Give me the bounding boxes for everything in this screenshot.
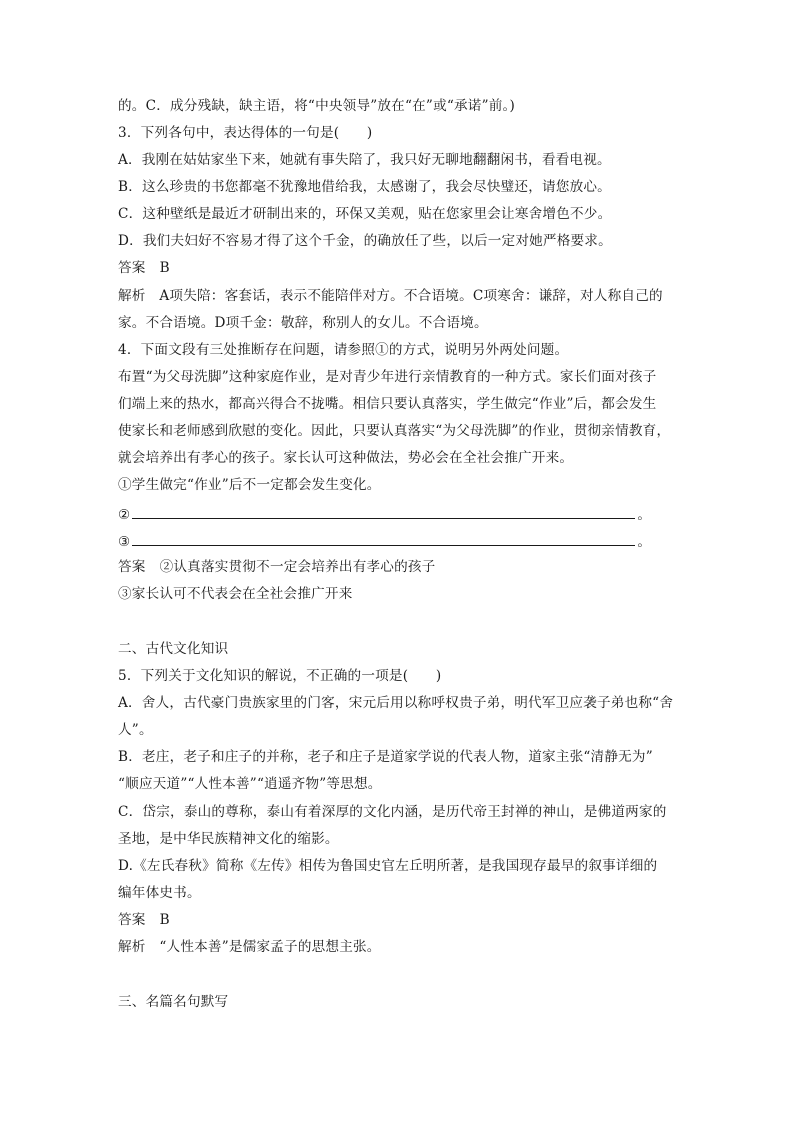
question-5: 5．下列关于文化知识的解说，不正确的一项是( ) — [118, 668, 442, 684]
answer-value: B — [159, 912, 170, 928]
answer-label: 答案 — [118, 260, 146, 276]
fill-blank-3 — [118, 531, 678, 551]
answer-row — [118, 558, 678, 576]
section-heading: 二、古代文化知识 — [118, 641, 229, 657]
passage-line: 们端上来的热水，都高兴得合不拢嘴。相信只要认真落实，学生做完“作业”后，都会发生 — [118, 396, 657, 412]
passage-line: 使家长和老师感到欣慰的变化。因此，只要认真落实“为父母洗脚”的作业，贯彻亲情教育， — [118, 423, 671, 439]
blank-end: 。 — [637, 507, 652, 523]
option-b: B．老庄，老子和庄子的并称，老子和庄子是道家学说的代表人物，道家主张“清静无为” — [118, 749, 653, 765]
answer-blank[interactable] — [132, 504, 635, 519]
option-c: C．这种壁纸是最近才研制出来的，环保又美观，贴在您家里会让寒舍增色不少。 — [118, 206, 612, 222]
option-c-cont: 圣地，是中华民族精神文化的缩影。 — [118, 831, 339, 847]
explanation-line: 解析 A项失陪：客套话，表示不能陪伴对方。不合语境。C项寒舍：谦辞，对人称自己的 — [118, 288, 663, 304]
question-3: 3．下列各句中，表达得体的一句是( ) — [118, 125, 373, 141]
explanation-line: 家。不合语境。D项千金：敬辞，称别人的女儿。不合语境。 — [118, 315, 488, 331]
blank-marker: ② — [118, 507, 131, 523]
answer-blank[interactable] — [132, 531, 635, 546]
answer-line: ③家长认可不代表会在全社会推广开来 — [118, 586, 353, 602]
blank-end: 。 — [637, 534, 652, 550]
option-a: A．舍人，古代豪门贵族家里的门客，宋元后用以称呼权贵子弟，明代军卫应袭子弟也称“舍 — [118, 695, 674, 711]
section-heading: 三、名篇名句默写 — [118, 994, 229, 1010]
fill-blank-2 — [118, 504, 678, 524]
answer-row — [118, 911, 678, 929]
passage-line: 就会培养出有孝心的孩子。家长认可这种做法，势必会在全社会推广开来。 — [118, 450, 574, 466]
answer-label: 答案 — [118, 559, 146, 575]
answer-label: 答案 — [118, 912, 146, 928]
option-c: C．岱宗，泰山的尊称，泰山有着深厚的文化内涵，是历代帝王封禅的神山，是佛道两家的 — [118, 804, 667, 820]
example-item: ①学生做完“作业”后不一定都会发生变化。 — [118, 477, 381, 493]
option-a: A．我刚在姑姑家坐下来，她就有事失陪了，我只好无聊地翻翻闲书，看看电视。 — [118, 152, 611, 168]
question-4: 4．下面文段有三处推断存在问题，请参照①的方式，说明另外两处问题。 — [118, 342, 569, 358]
option-d: D.《左氏春秋》简称《左传》相传为鲁国史官左丘明所著，是我国现存最早的叙事详细的 — [118, 858, 658, 874]
option-b: B．这么珍贵的书您都毫不犹豫地借给我，太感谢了，我会尽快璧还，请您放心。 — [118, 179, 611, 195]
answer-row — [118, 259, 678, 277]
option-d-cont: 编年体史书。 — [118, 885, 201, 901]
answer-value: B — [159, 260, 170, 276]
option-a-cont: 人”。 — [118, 722, 153, 738]
explanation-line: 解析 “人性本善”是儒家孟子的思想主张。 — [118, 939, 381, 955]
text-line: 的。C．成分残缺，缺主语，将“中央领导”放在“在”或“承诺”前。) — [118, 98, 516, 114]
answer-value: ②认真落实贯彻不一定会培养出有孝心的孩子 — [159, 559, 436, 575]
passage-line: 布置“为父母洗脚”这种家庭作业，是对青少年进行亲情教育的一种方式。家长们面对孩子 — [118, 369, 657, 385]
option-d: D．我们夫妇好不容易才得了这个千金，的确放任了些，以后一定对她严格要求。 — [118, 233, 612, 249]
blank-marker: ③ — [118, 534, 131, 550]
option-b-cont: “顺应天道”“人性本善”“逍遥齐物”等思想。 — [118, 776, 382, 792]
